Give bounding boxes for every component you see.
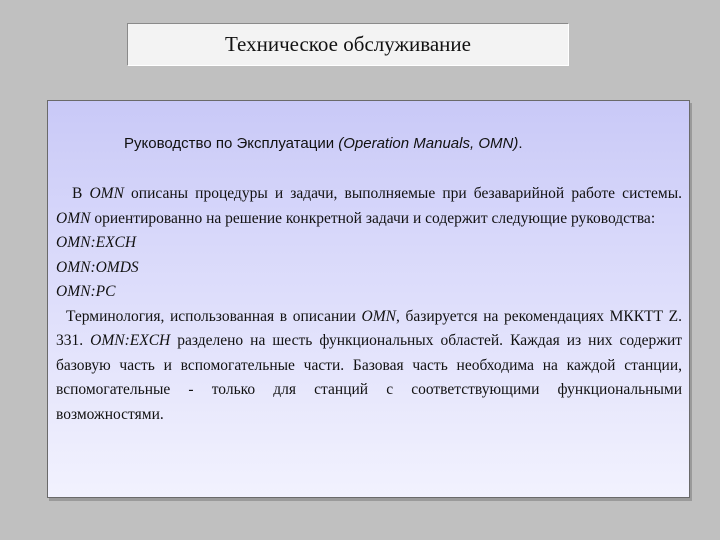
manual-item-exch [56, 231, 682, 256]
heading-suffix: . [518, 135, 523, 152]
manual-pc-label: OMN:PC [56, 283, 116, 300]
section-heading [124, 135, 522, 152]
p2-part1: Терминология, использованная в описании [66, 307, 362, 325]
manual-exch-label: OMN:EXCH [56, 234, 137, 251]
body-text [56, 182, 682, 427]
p1-part1: В [72, 185, 90, 202]
heading-text: Руководство по Эксплуатации [124, 135, 339, 152]
p2-part2: , базируется на рекомендациях МККТТ Z. 331. [56, 307, 683, 349]
p1-part3: ориентированно на решение конкретной задачи и содержит следующие руководства: [90, 209, 656, 227]
manual-item-omds [56, 256, 682, 281]
p1-omn2: OMN [56, 209, 91, 227]
p2-part3: разделено на шесть функциональных областей. Каждая из них содержит базовую часть и вспомогательные части. Базовая часть необходима на каждой станции, вспомогательные - только для станций с соответствующими функциональными возможностями. [56, 332, 683, 423]
p2-omn: OMN [361, 307, 396, 325]
p1-omn1: OMN [89, 185, 124, 202]
paragraph-intro [56, 182, 682, 231]
slide-title-box [127, 23, 569, 66]
manual-omds-label: OMN:OMDS [56, 258, 139, 276]
paragraph-terminology [56, 305, 682, 428]
p1-part2: описаны процедуры и задачи, выполняемые при безаварийной работе системы. [123, 185, 682, 202]
p2-exch: OMN:EXCH [90, 332, 171, 349]
heading-italic: (Operation Manuals, OMN) [338, 135, 519, 152]
manual-item-pc [56, 280, 682, 305]
slide-title: Техническое обслуживание [225, 32, 471, 56]
